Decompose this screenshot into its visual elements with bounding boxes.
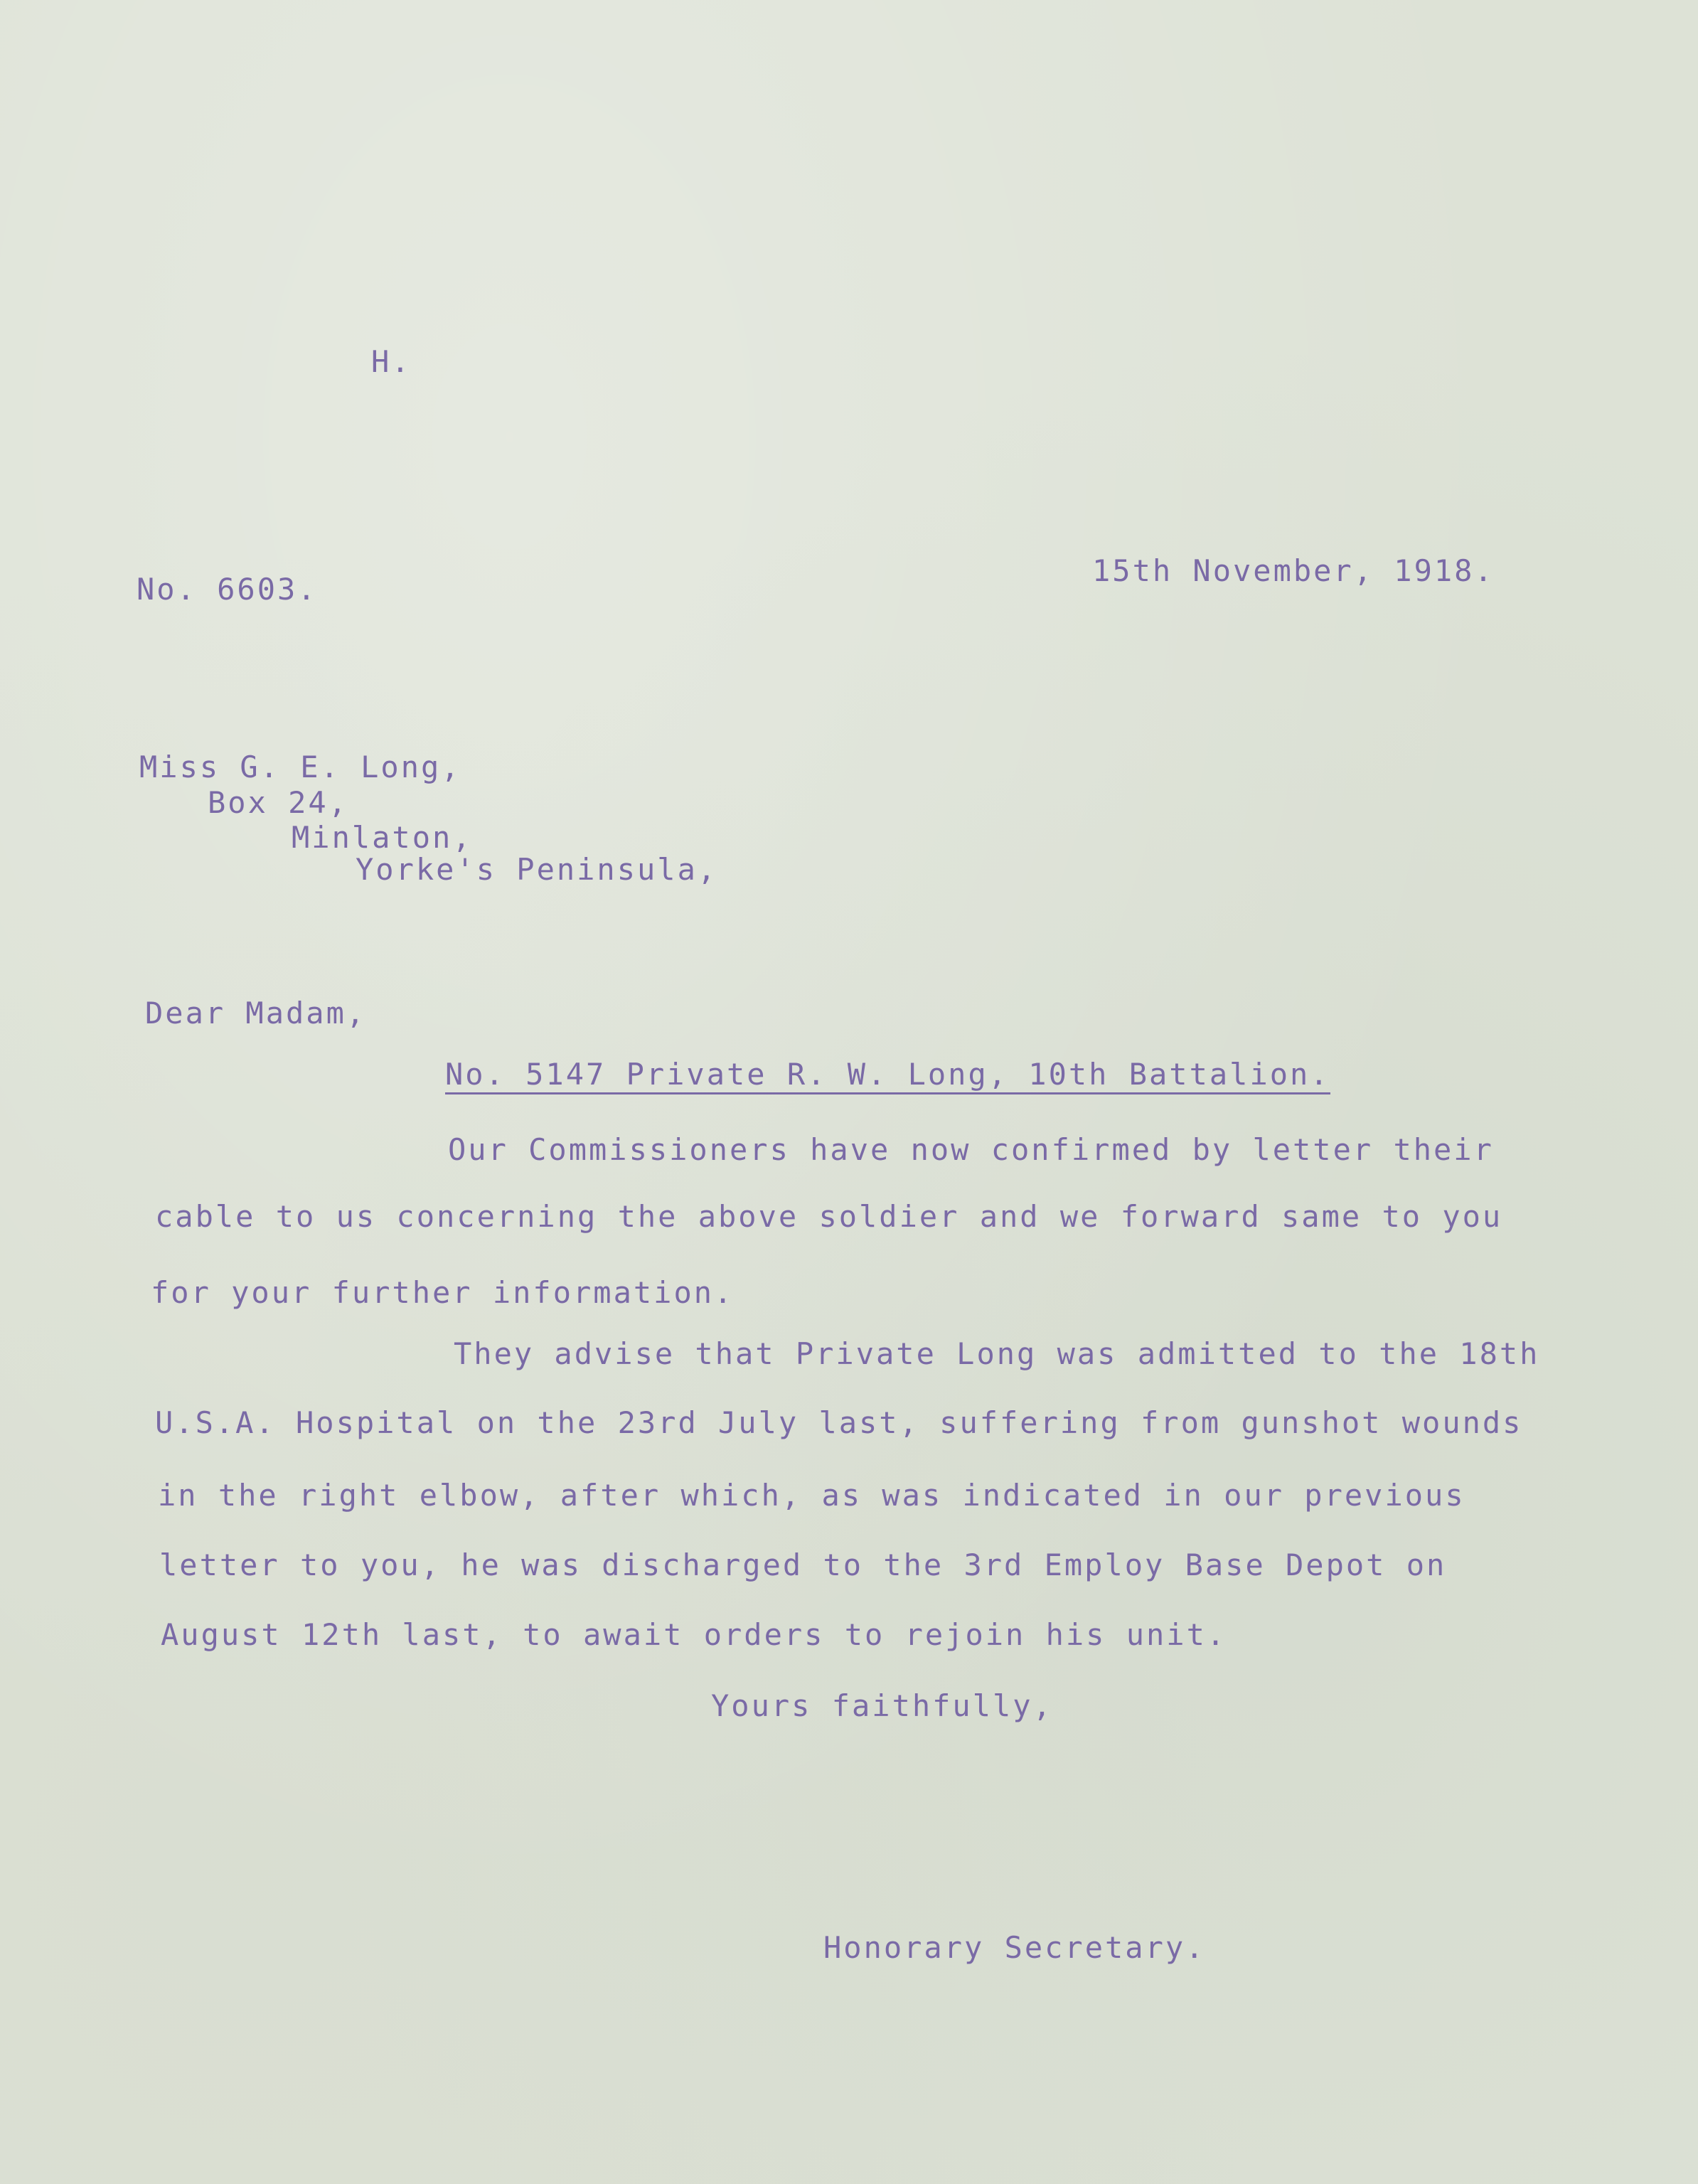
reference-number: No. 6603.: [137, 572, 318, 607]
salutation: Dear Madam,: [145, 996, 367, 1030]
body-line: August 12th last, to await orders to rejoin his unit.: [161, 1617, 1227, 1652]
address-line: Yorke's Peninsula,: [356, 852, 718, 887]
body-line: letter to you, he was discharged to the 3rd Employ Base Depot on: [159, 1548, 1447, 1582]
signatory-title: Honorary Secretary.: [823, 1930, 1206, 1965]
subject-line: No. 5147 Private R. W. Long, 10th Battalion.: [445, 1060, 1330, 1094]
body-line: cable to us concerning the above soldier and we forward same to you: [155, 1199, 1503, 1234]
address-line: Box 24,: [208, 785, 349, 820]
address-line: Minlaton,: [292, 820, 473, 855]
closing: Yours faithfully,: [711, 1688, 1053, 1723]
body-line: U.S.A. Hospital on the 23rd July last, suffering from gunshot wounds: [155, 1405, 1523, 1440]
letter-date: 15th November, 1918.: [1092, 553, 1495, 588]
body-line: They advise that Private Long was admitted to the 18th: [454, 1336, 1540, 1371]
body-line: for your further information.: [151, 1275, 735, 1310]
address-line: Miss G. E. Long,: [139, 750, 461, 784]
body-line: Our Commissioners have now confirmed by letter their: [448, 1132, 1494, 1167]
file-mark: H.: [371, 344, 412, 379]
body-line: in the right elbow, after which, as was indicated in our previous: [158, 1478, 1465, 1513]
